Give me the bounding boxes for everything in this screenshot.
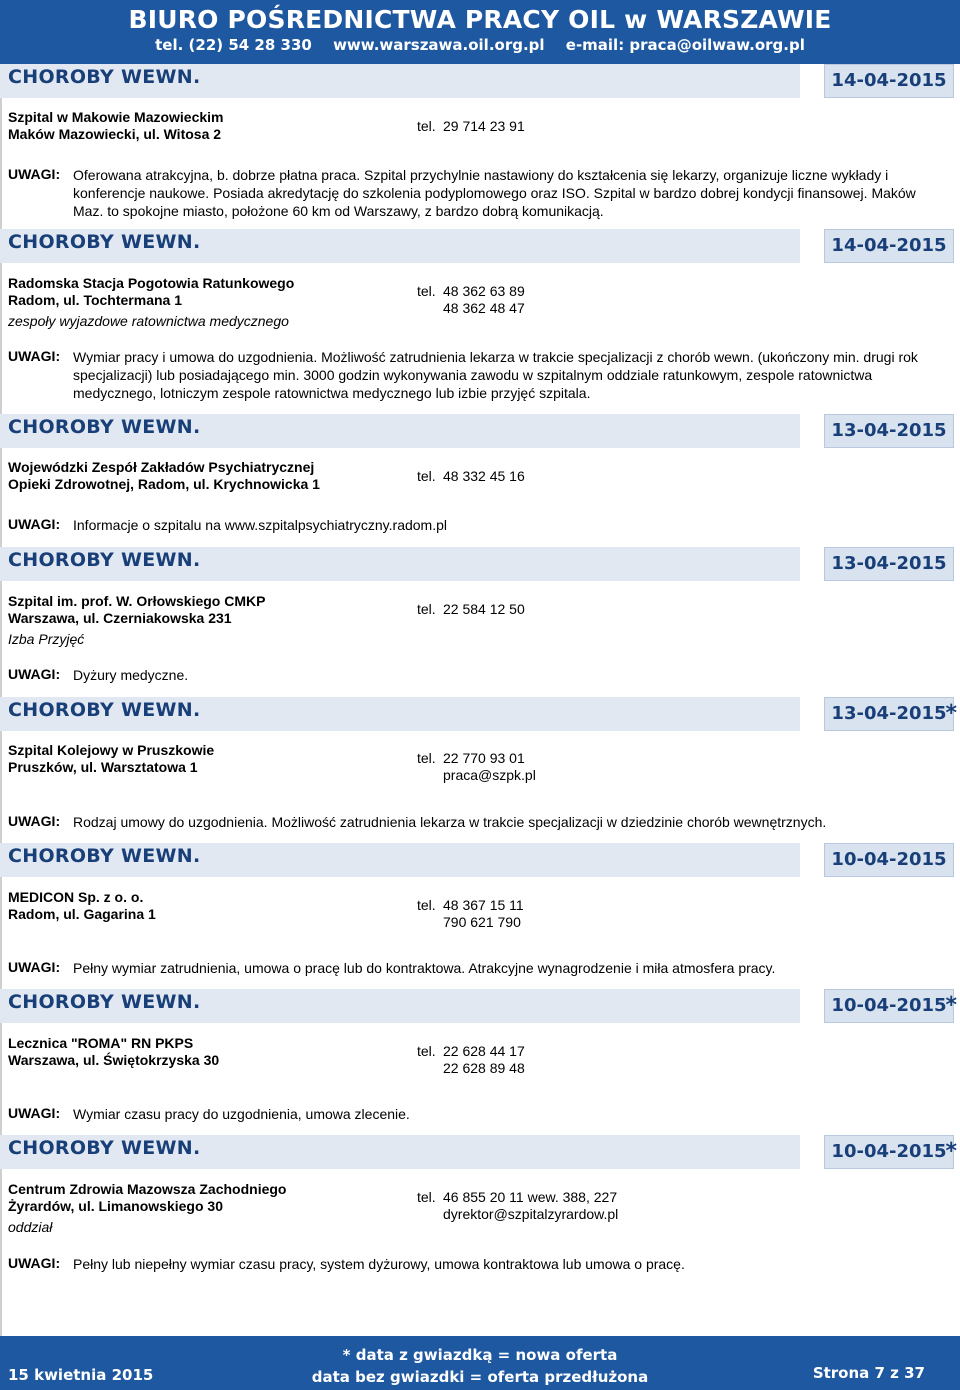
phone-number: 790 621 790 [443, 914, 521, 930]
office-email[interactable]: e-mail: praca@oilwaw.org.pl [565, 36, 805, 54]
employer [8, 889, 156, 923]
phone-number: 22 628 44 17 [443, 1043, 525, 1059]
uwagi-text: Pełny wymiar zatrudnienia, umowa o pracę lub do kontraktowa. Atrakcyjne wynagrodzenie i miła atmosfera pracy. [73, 960, 776, 976]
contact-email[interactable]: dyrektor@szpitalzyrardow.pl [443, 1206, 619, 1222]
employer-name: Lecznica "ROMA" RN PKPS [8, 1035, 194, 1051]
uwagi-label: UWAGI: [8, 959, 61, 975]
tel-label: tel. [417, 1043, 436, 1059]
phone-number: 22 584 12 50 [443, 601, 525, 617]
employer-name: Wojewódzki Zespół Zakładów Psychiatrycznej [8, 459, 315, 475]
uwagi-label: UWAGI: [8, 1105, 61, 1121]
uwagi-text: Wymiar czasu pracy do uzgodnienia, umowa zlecenie. [73, 1106, 410, 1122]
offer-date: 13-04-2015 * [824, 697, 954, 731]
uwagi-label: UWAGI: [8, 666, 61, 682]
page-header [0, 0, 960, 64]
category-label: CHOROBY WEWN. [8, 416, 201, 438]
legend-new-offer: * data z gwiazdką = nowa oferta [342, 1346, 618, 1364]
employer-address: Maków Mazowiecki, ul. Witosa 2 [8, 126, 222, 142]
job-offer [0, 1135, 960, 1272]
new-offer-star: * [945, 993, 957, 1018]
uwagi-label: UWAGI: [8, 1255, 61, 1271]
office-contact [0, 35, 960, 55]
category-label: CHOROBY WEWN. [8, 231, 201, 253]
office-phone: tel. (22) 54 28 330 [155, 36, 312, 54]
employer [8, 109, 224, 143]
uwagi-text: Dyżury medyczne. [73, 667, 189, 683]
employer-name: MEDICON Sp. z o. o. [8, 889, 144, 905]
job-offer [0, 414, 960, 533]
phone-block [417, 1043, 525, 1077]
page-number: Strona 7 z 37 [812, 1364, 925, 1382]
employer-note: oddział [8, 1219, 53, 1235]
category-label: CHOROBY WEWN. [8, 1137, 201, 1159]
job-offer [0, 843, 960, 976]
employer [8, 1035, 219, 1069]
uwagi-label: UWAGI: [8, 813, 61, 829]
phone-number: 22 628 89 48 [443, 1060, 525, 1076]
offer-date: 13-04-2015 [824, 414, 954, 448]
category-label: CHOROBY WEWN. [8, 845, 201, 867]
uwagi-text: Pełny lub niepełny wymiar czasu pracy, system dyżurowy, umowa kontraktowa lub umowa o pracę. [73, 1256, 685, 1272]
tel-label: tel. [417, 750, 436, 766]
offer-date: 10-04-2015 * [824, 989, 954, 1023]
offer-band [0, 414, 960, 450]
employer-address: Warszawa, ul. Czerniakowska 231 [8, 610, 232, 626]
uwagi-label: UWAGI: [8, 348, 61, 364]
phone-block [417, 118, 525, 135]
uwagi-text: Rodzaj umowy do uzgodnienia. Możliwość zatrudnienia lekarza w trakcie specjalizacji w dziedzinie chorób wewnętrznych. [73, 814, 827, 830]
uwagi-text: Oferowana atrakcyjna, b. dobrze płatna praca. Szpital przychylnie nastawiony do kształcenia się lekarzy, organizuje liczne wykłady i konferencje naukowe. Posiada akredytację do szkolenia podyplomowego oraz ISO. Szpital w bardzo dobrej kondycji finansowej. Maków Maz. to spokojne miasto, położone 60 km od Warszawy, z bardzo dobrą komunikacją. [73, 167, 916, 219]
employer-address: Opieki Zdrowotnej, Radom, ul. Krychnowicka 1 [8, 476, 320, 492]
employer-address: Radom, ul. Tochtermana 1 [8, 292, 182, 308]
employer-address: Radom, ul. Gagarina 1 [8, 906, 156, 922]
employer [8, 1181, 286, 1236]
phone-number: 48 332 45 16 [443, 468, 525, 484]
employer [8, 742, 214, 776]
phone-block [417, 1189, 618, 1223]
offer-band [0, 989, 960, 1025]
offer-band [0, 229, 960, 265]
page-footer [0, 1336, 960, 1390]
legend-extended-offer: data bez gwiazdki = oferta przedłużona [311, 1368, 649, 1386]
tel-label: tel. [417, 897, 436, 913]
job-offer [0, 989, 960, 1122]
offer-band [0, 1135, 960, 1171]
offer-date: 14-04-2015 [824, 229, 954, 263]
employer-name: Centrum Zdrowia Mazowsza Zachodniego [8, 1181, 287, 1197]
employer-name: Radomska Stacja Pogotowia Ratunkowego [8, 275, 295, 291]
new-offer-star: * [945, 1139, 957, 1164]
category-label: CHOROBY WEWN. [8, 66, 201, 88]
phone-number: 46 855 20 11 wew. 388, 227 [443, 1189, 618, 1205]
employer-name: Szpital im. prof. W. Orłowskiego CMKP [8, 593, 266, 609]
job-offer [0, 697, 960, 830]
category-label: CHOROBY WEWN. [8, 991, 201, 1013]
office-title: BIURO POŚREDNICTWA PRACY OIL w WARSZAWIE [128, 5, 832, 34]
employer-note: Izba Przyjęć [8, 631, 85, 647]
job-offer [0, 547, 960, 683]
phone-block [417, 601, 525, 618]
offer-date: 14-04-2015 [824, 64, 954, 98]
phone-number: 48 362 63 89 [443, 283, 525, 299]
employer-address: Warszawa, ul. Świętokrzyska 30 [8, 1052, 220, 1068]
office-website[interactable]: www.warszawa.oil.org.pl [333, 36, 545, 54]
tel-label: tel. [417, 1189, 436, 1205]
offer-date: 10-04-2015 * [824, 1135, 954, 1169]
offer-band [0, 547, 960, 583]
category-label: CHOROBY WEWN. [8, 699, 201, 721]
footer-date: 15 kwietnia 2015 [8, 1366, 154, 1384]
phone-block [417, 750, 536, 784]
contact-email[interactable]: praca@szpk.pl [443, 767, 536, 783]
tel-label: tel. [417, 468, 436, 484]
employer-address: Żyrardów, ul. Limanowskiego 30 [8, 1198, 223, 1214]
job-offer [0, 229, 960, 401]
employer [8, 593, 265, 648]
employer [8, 459, 320, 493]
job-offer [0, 64, 960, 219]
employer-note: zespoły wyjazdowe ratownictwa medycznego [8, 313, 289, 329]
employer-name: Szpital Kolejowy w Pruszkowie [8, 742, 215, 758]
tel-label: tel. [417, 118, 436, 134]
employer-name: Szpital w Makowie Mazowieckim [8, 109, 224, 125]
uwagi-label: UWAGI: [8, 166, 61, 182]
offer-band [0, 697, 960, 733]
uwagi-text: Wymiar pracy i umowa do uzgodnienia. Możliwość zatrudnienia lekarza w trakcie specjalizacji z chorób wewn. (ukończony min. drugi rok specjalizacji) lub posiadającego min. 3000 godzin wykonywania zawodu w szpitalnym oddziale ratunkowym, zespole ratownictwa medycznego, lotniczym zespole ratownictwa medycznego lub izbie przyjęć szpitala. [73, 349, 918, 401]
employer [8, 275, 294, 330]
offer-date: 10-04-2015 [824, 843, 954, 877]
offer-band [0, 64, 960, 100]
phone-number: 48 367 15 11 [443, 897, 524, 913]
phone-block [417, 468, 525, 485]
uwagi-text: Informacje o szpitalu na www.szpitalpsychiatryczny.radom.pl [73, 517, 448, 533]
new-offer-star: * [945, 701, 957, 726]
tel-label: tel. [417, 283, 436, 299]
offer-band [0, 843, 960, 879]
phone-block [417, 283, 525, 317]
phone-number: 22 770 93 01 [443, 750, 525, 766]
uwagi-label: UWAGI: [8, 516, 61, 532]
phone-number: 29 714 23 91 [443, 118, 525, 134]
phone-number: 48 362 48 47 [443, 300, 525, 316]
phone-block [417, 897, 524, 931]
employer-address: Pruszków, ul. Warsztatowa 1 [8, 759, 198, 775]
offer-date: 13-04-2015 [824, 547, 954, 581]
category-label: CHOROBY WEWN. [8, 549, 201, 571]
tel-label: tel. [417, 601, 436, 617]
